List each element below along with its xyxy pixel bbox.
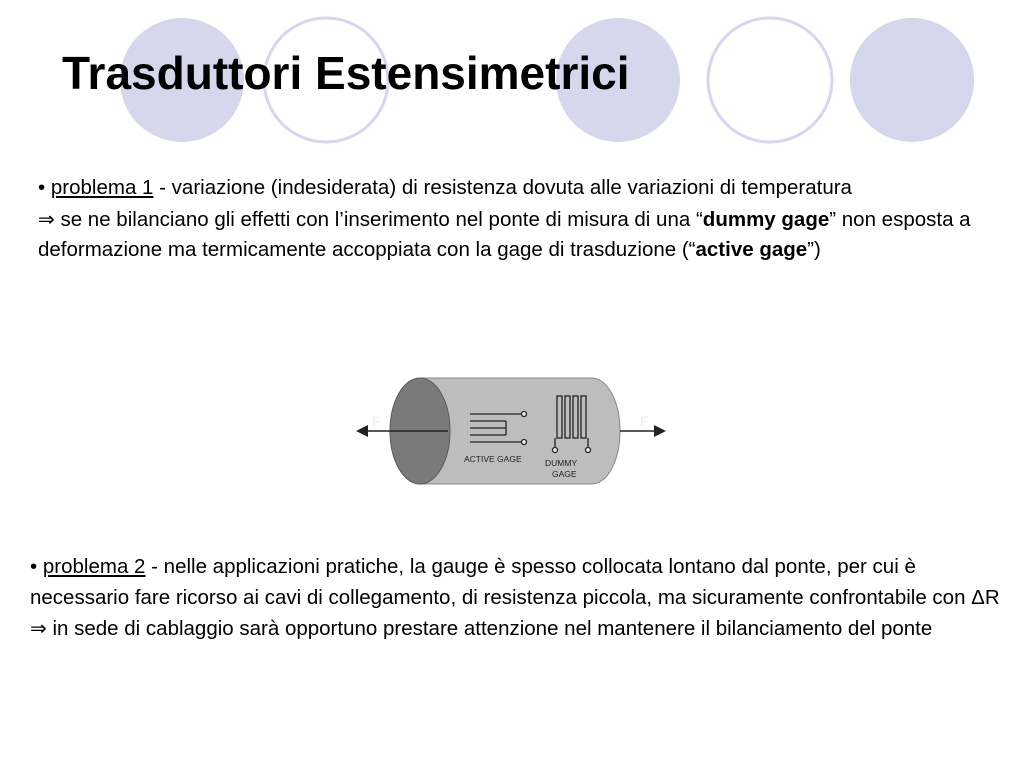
problem-1-label: problema 1 <box>50 176 154 199</box>
problem-2-paragraph <box>30 552 1005 645</box>
force-label-right: F <box>640 413 649 429</box>
problem-1-paragraph <box>38 173 978 266</box>
strain-gauge-figure <box>352 368 672 493</box>
dummy-gage-term: dummy gage <box>702 207 830 231</box>
problem-1-text-c: ” non esposta a deformazione ma termicamente accoppiata con la gage di trasduzione (“ <box>38 207 971 261</box>
problem-2-label: problema 2 <box>42 555 146 578</box>
problem-1-text-b: se ne bilanciano gli effetti con l’inserimento nel ponte di misura di una “ <box>54 207 703 231</box>
bullet: • <box>30 555 38 578</box>
problem-2-text-b: in sede di cablaggio sarà opportuno prestare attenzione nel mantenere il bilanciamento del ponte <box>46 617 933 640</box>
circle-filled-3 <box>850 18 974 142</box>
force-arrowhead-right <box>654 425 666 437</box>
slide-title: Trasduttori Estensimetrici <box>62 47 630 99</box>
problem-1-text-a: - variazione (indesiderata) di resistenza dovuta alle variazioni di temperatura <box>153 176 852 199</box>
force-arrowhead-left <box>356 425 368 437</box>
problem-2-text-a: - nelle applicazioni pratiche, la gauge è spesso collocata lontano dal ponte, per cui è necessario fare ricorso ai cavi di collegamento, di resistenza piccola, ma sicuramente confrontabile con ΔR <box>30 555 1000 609</box>
bullet: • <box>38 176 46 199</box>
active-gage-label: ACTIVE GAGE <box>464 454 522 464</box>
force-label-left: F <box>372 413 381 429</box>
implies-arrow-icon: ⇒ <box>38 206 55 231</box>
dummy-gage-label-line-1: DUMMY <box>545 458 578 468</box>
active-gage-term: active gage <box>695 238 808 261</box>
implies-arrow-icon: ⇒ <box>30 616 47 640</box>
dummy-gage-label-line-2: GAGE <box>552 469 577 479</box>
circle-outline-2 <box>708 18 832 142</box>
problem-1-text-d: ”) <box>807 238 821 261</box>
